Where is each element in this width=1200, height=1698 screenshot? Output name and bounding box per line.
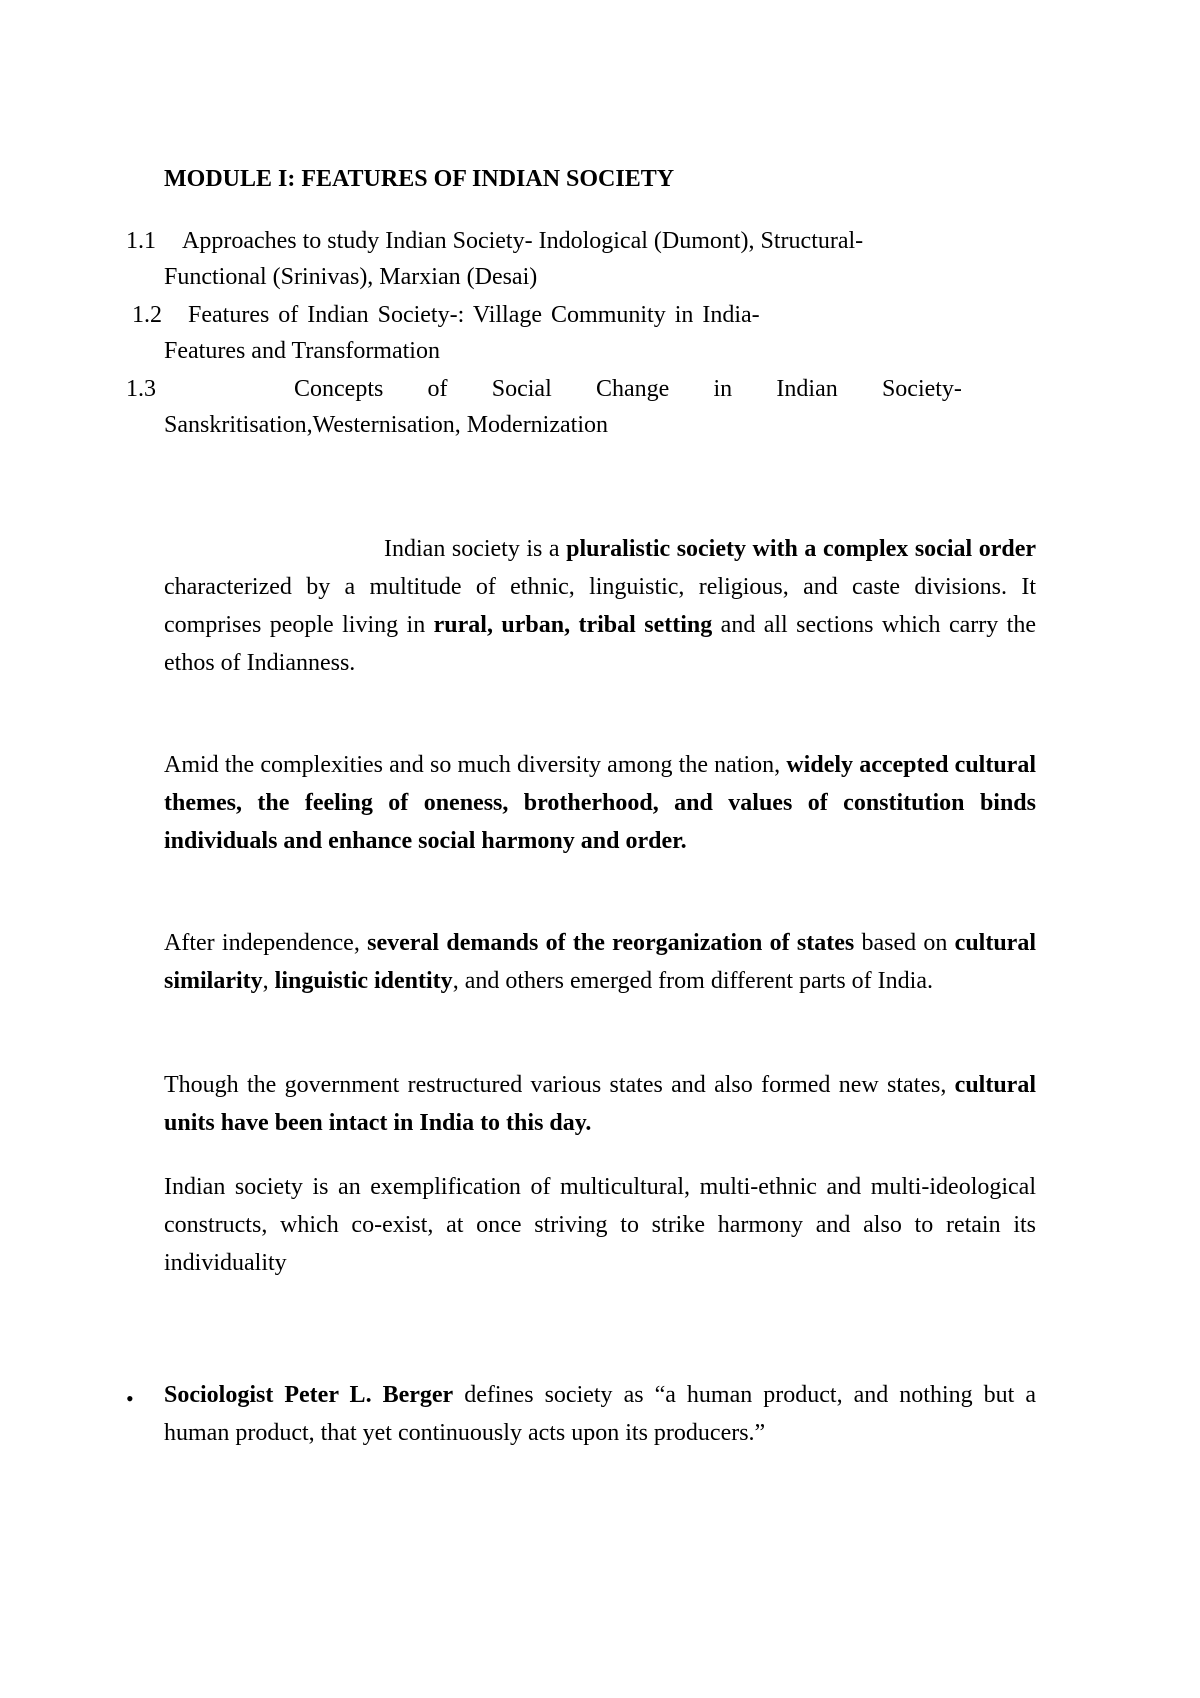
toc-item-1-3 (126, 370, 156, 408)
toc-item-1-1 (126, 222, 863, 260)
bullet-icon: • (126, 1386, 134, 1411)
toc-item-1-1-continuation: Functional (Srinivas), Marxian (Desai) (164, 264, 538, 290)
toc-item-1-2-continuation: Features and Transformation (164, 338, 440, 364)
toc-item-1-3-continuation: Sanskritisation,Westernisation, Modernization (164, 412, 608, 438)
paragraph-pluralistic-society: Indian society is a pluralistic society with a complex social order characterized by a multitude of ethnic, linguistic, religious, and caste divisions. It comprises people living in rural, urban, tribal setting and all sections which carry the ethos of Indianness. (164, 536, 1037, 676)
module-heading: MODULE I: FEATURES OF INDIAN SOCIETY (164, 166, 675, 192)
toc-word: Indian (776, 376, 838, 402)
paragraph-cultural-themes: Amid the complexities and so much diversity among the nation, widely accepted cultural themes, the feeling of oneness, brotherhood, and values of constitution binds individuals and enhance social harmony and order. (164, 752, 1036, 854)
toc-word: in (713, 376, 733, 402)
toc-item-1-2 (132, 296, 760, 334)
toc-number: 1.3 (126, 376, 156, 402)
paragraph-restructured-states: Though the government restructured various states and also formed new states, cultural units have been intact in India to this day. (164, 1072, 1036, 1136)
toc-word: Social (491, 376, 552, 402)
toc-number: 1.1 (126, 228, 156, 254)
toc-item-1-3-text (294, 370, 962, 408)
paragraph-reorganization: After independence, several demands of the reorganization of states based on cultural similarity, linguistic identity, and others emerged from different parts of India. (164, 930, 1036, 994)
toc-text: Features of Indian Society-: Village Community in India- (188, 302, 760, 328)
bullet-berger-definition: Sociologist Peter L. Berger defines society as “a human product, and nothing but a human product, that yet continuously acts upon its producers.” (164, 1382, 1036, 1446)
toc-word: Change (595, 376, 670, 402)
toc-word: Concepts (294, 376, 384, 402)
toc-word: Society- (881, 376, 962, 402)
toc-number: 1.2 (132, 302, 162, 328)
toc-text: Approaches to study Indian Society- Indological (Dumont), Structural- (182, 228, 864, 254)
toc-word: of (427, 376, 448, 402)
paragraph-multicultural: Indian society is an exemplification of multicultural, multi-ethnic and multi-ideological constructs, which co-exist, at once striving to strike harmony and also to retain its individuality (164, 1174, 1036, 1276)
